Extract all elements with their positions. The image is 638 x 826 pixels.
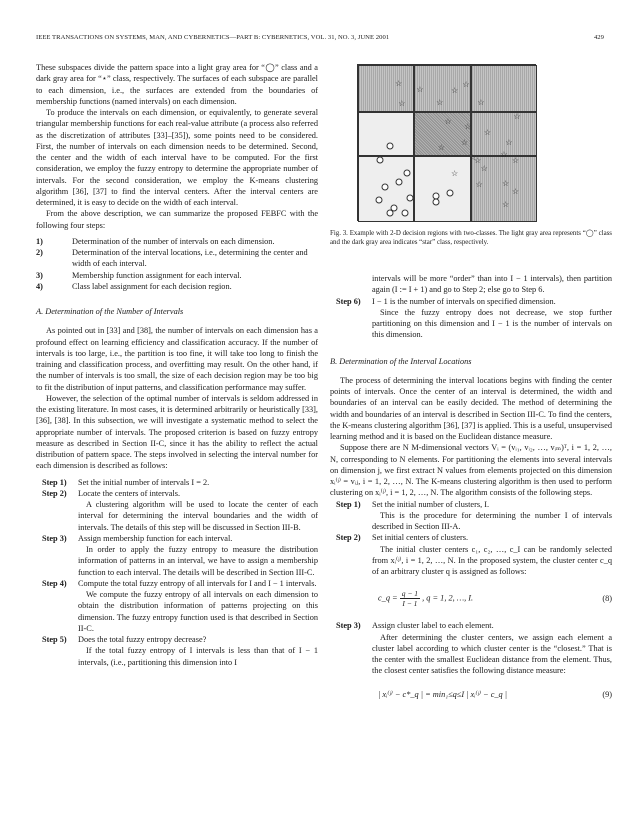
kmeans-steps [330,620,612,676]
circle-marker-icon [446,190,453,197]
algorithm-step: Step 1) Set the initial number of intervals I = 2. [42,477,210,487]
star-marker-icon: ☆ [394,78,403,88]
star-marker-icon: ☆ [416,84,424,94]
star-marker-icon: ☆ [469,152,477,162]
equation-8: c_q = $\frac{q - 1}{I - 1}$ , q = 1, 2, …, I. (8) [378,589,612,609]
star-marker-icon: ☆ [483,128,492,138]
paragraph: To produce the intervals on each dimension, or equivalently, to generate several triangular membership functions for each real-value attribute (a process also referred as the discretization of attributes [33]–[35]), some points need to be considered. First, the number of intervals on each dimension needs to be determined. Second, the center and the width of each interval have to be computed. For the first consideration, we employ the fuzzy entropy to determine the appropriate number of intervals. For the second consideration, we employ the K-means clustering algorithm [36], [37] to find the interval centers. After the interval centers are determined, it is easy to decide on the width of each interval. [36,108,318,207]
circle-marker-icon [377,156,384,163]
star-marker-icon: ☆ [444,116,452,126]
list-item: 1) Determination of the number of intervals on each dimension. [36,236,275,246]
star-marker-icon: ☆ [450,86,459,96]
summary-steps-list [36,236,318,292]
star-marker-icon: ☆ [505,138,513,148]
algorithm-steps-continued [330,273,612,341]
list-item: 4) Class label assignment for each decision region. [36,281,232,291]
running-header [36,34,604,41]
star-marker-icon: ☆ [398,99,406,109]
paragraph: However, the selection of the optimal number of intervals is seldom addressed in the existing literature. In most cases, it is determined arbitrarily or heuristically [33], [36], [38]. In this subsection, we will investigate a systematic method to select the appropriate number of intervals. The proposed criterion is based on fuzzy entropy measure as described in Section II-C, since it has the ability to reflect the actual distribution of pattern space. The steps involved in selecting the interval number for each dimension is described as follows: [36,393,318,471]
kmeans-steps [330,499,612,578]
figure-caption: Fig. 3. Example with 2-D decision regions with two-classes. The light gray area represents “◯” class and the dark gray area indicates “star” class, respectively. [330,230,612,246]
star-marker-icon: ☆ [477,97,485,107]
circle-marker-icon [387,142,394,149]
star-marker-icon: ☆ [437,142,445,152]
algorithm-step: Step 3) Assign membership function for each interval. In order to apply the fuzzy entropy to measure the distribution information of patterns in an interval, we have to assign a membership function to each interval. The details will be described in Section III-C. [42,533,318,577]
paragraph: As pointed out in [33] and [38], the number of intervals on each dimension has a profound effect on learning efficiency and classification accuracy. If the number of intervals is too large, i.e., the partition is too fine, it will take too long to finish the training and classification process, and overfitting may result. On the other hand, if the number of intervals is too small, the size of each decision region may be too big to fit the distribution of input patterns, and classification performance may suffer. [36,326,318,392]
equation-number: (9) [602,689,612,699]
star-marker-icon: ☆ [502,200,510,210]
star-marker-icon: ☆ [480,164,488,174]
section-heading: B. Determination of the Interval Locations [330,356,472,366]
star-marker-icon: ☆ [462,80,470,90]
section-heading: A. Determination of the Number of Intervals [36,307,184,316]
paragraph: Suppose there are N M-dimensional vectors Vᵢ = (vᵢ₁, vᵢ₂, …, vᵢₘ)ᵀ, i = 1, 2, …, N, corresponding to N elements. For partitioning the elements into several intervals on dimension j, we first extract N values from elements projected on this dimension xᵢ⁽ʲ⁾ = vᵢⱼ, i = 1, 2, …, N. The K-means clustering algorithm is then used to perform clustering on xᵢ⁽ʲ⁾, i = 1, 2, …, N. The algorithm consists of the following steps. [330,443,612,498]
star-marker-icon: ☆ [502,178,510,188]
list-item: 3) Membership function assignment for each interval. [36,270,242,280]
circle-marker-icon [403,169,410,176]
circle-marker-icon [407,194,414,201]
star-marker-icon: ☆ [450,168,459,178]
algorithm-step: Step 6) I − 1 is the number of intervals on specified dimension. Since the fuzzy entropy does not decrease, we stop further partitioning on this dimension and I − 1 is the number of intervals on this dimension. [336,296,612,340]
algorithm-step: Step 1) Set the initial number of clusters, I. This is the procedure for determining the number I of intervals described in Section III-A. [336,499,612,531]
algorithm-step: Step 2) Set initial centers of clusters. The initial cluster centers c₁, c₂, …, c_I can be randomly selected from xᵢ⁽ʲ⁾, i = 1, 2, …, N. In the proposed system, the cluster center c_q of an arbitrary cluster q is assigned as follows: [336,533,612,576]
star-marker-icon: ☆ [513,112,521,122]
paragraph: From the above description, we can summarize the proposed FEBFC with the following four steps: [36,209,318,230]
list-item: 2) Determination of the interval locations, i.e., determining the center and width of each interval. [36,248,308,269]
algorithm-step: Step 3) Assign cluster label to each element. After determining the cluster centers, we assign each element a cluster label according to which cluster center is the “closest.” That is the center with the smallest Euclidean distance from the element. Thus, the closest center satisfies the following distance measure: [336,621,612,676]
region-dark [358,65,414,112]
paragraph: The process of determining the interval locations begins with finding the center points of intervals. Once the center of an interval is determined, the width and boundaries of an interval can be easily decided. The method of determining the width and boundaries of an interval is described in Section III-C. To find the centers, the K-means clustering algorithm [36], [37] is applied. This is a useful, unsupervised learning method and it is based on the Euclidean distance measure. [330,375,612,441]
left-column [36,62,318,668]
circle-marker-icon [433,198,440,205]
region-light [414,156,471,222]
algorithm-step: Step 4) Compute the total fuzzy entropy of all intervals for I and I − 1 intervals. We compute the fuzzy entropy of all intervals on each dimension to obtain the distribution information of patterns projecting on this dimension. The fuzzy entropy function used is that described in Section II-C. [42,578,318,633]
circle-marker-icon [375,197,382,204]
equation-number: (8) [602,594,612,604]
journal-title: IEEE TRANSACTIONS ON SYSTEMS, MAN, AND CYBERNETICS—PART B: CYBERNETICS, VOL. 31, NO. 3, JUNE 2001 [36,34,390,41]
fraction: $\frac{q - 1}{I - 1}$ [401,589,419,609]
region-light [358,112,414,156]
algorithm-step: Step 2) Locate the centers of intervals. A clustering algorithm will be used to locate the center of each interval for determining the interval boundaries and the width of intervals. The details of this step will be discussed in Section III-B. [42,488,318,532]
circle-marker-icon [402,210,409,217]
algorithm-step: intervals will be more “order” than into I − 1 intervals), then partition again (I := I + 1) and go to Step 2; else go to Step 6. [372,274,612,295]
star-marker-icon: ☆ [460,138,469,148]
circle-marker-icon [387,210,394,217]
star-marker-icon: ☆ [500,149,508,159]
algorithm-step: Step 5) Does the total fuzzy entropy decrease? If the total fuzzy entropy of I intervals is less than that of I − 1 intervals, (i.e., partitioning this dimension into I [42,635,318,667]
star-marker-icon: ☆ [436,97,444,107]
star-marker-icon: ☆ [511,155,520,165]
circle-marker-icon [382,184,389,191]
circle-marker-icon [395,178,402,185]
star-marker-icon: ☆ [464,122,472,132]
right-column [330,273,612,712]
page-number: 429 [593,34,604,41]
equation-9: | xᵢ⁽ʲ⁾ − c*_q | = min₁≤q≤I | xᵢ⁽ʲ⁾ − c_q | (9) [378,689,612,699]
star-marker-icon: ☆ [475,180,483,190]
paragraph: These subspaces divide the pattern space into a light gray area for “◯” class and a dark gray area for “⋆” class, respectively. The surfaces of each subspace are parallel to each dimension, i.e., the surfaces are extended from the boundaries of membership functions (named intervals) on each dimension. [36,63,318,106]
star-marker-icon: ☆ [474,155,482,165]
decision-region-figure [357,64,536,221]
star-marker-icon: ☆ [511,187,520,197]
algorithm-steps [36,477,318,668]
